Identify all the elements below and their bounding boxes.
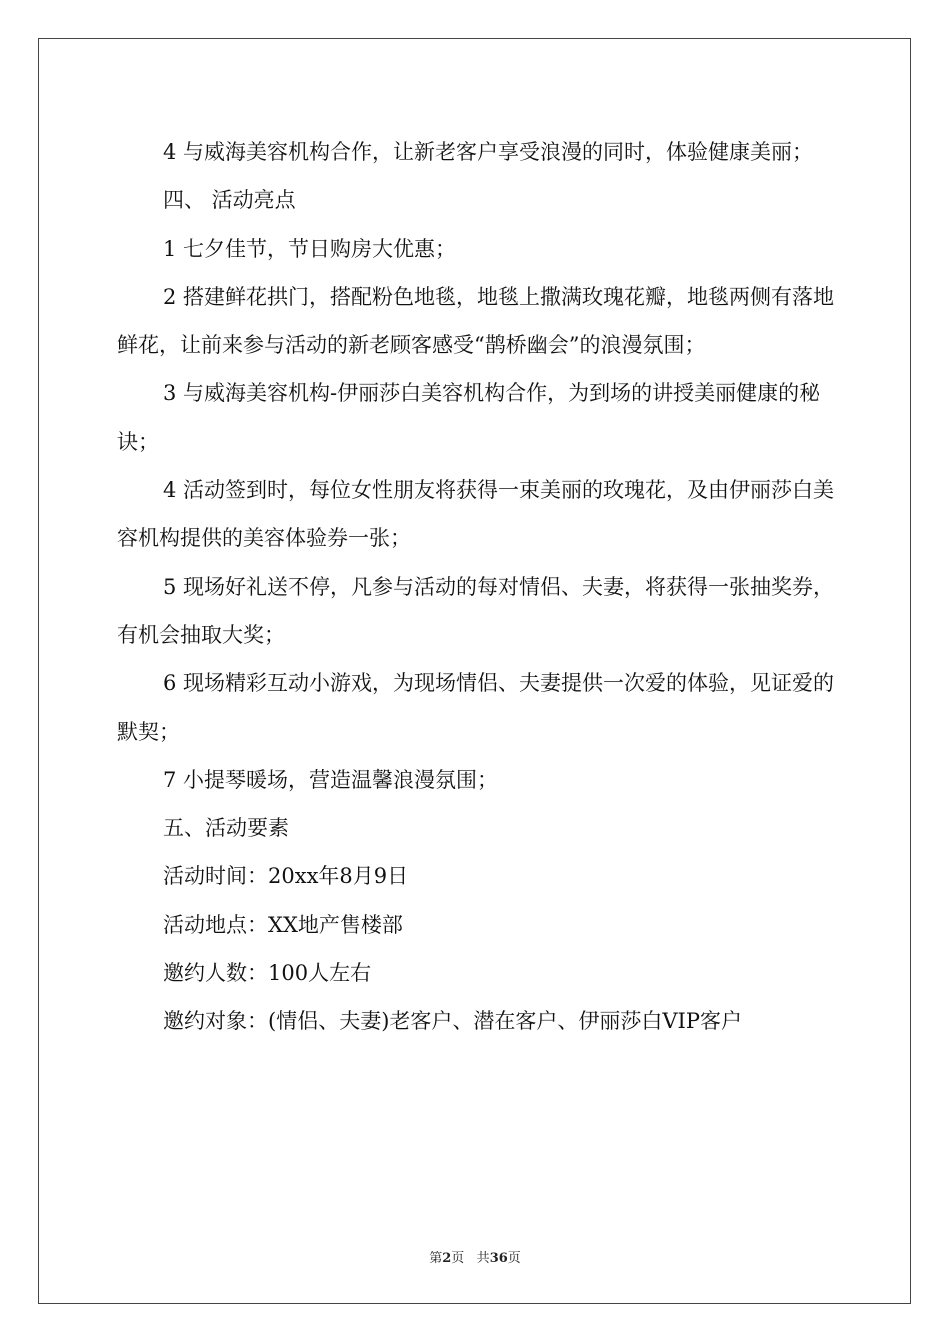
paragraph-highlight-5: 5 现场好礼送不停，凡参与活动的每对情侣、夫妻，将获得一张抽奖券，有机会抽取大奖； <box>117 574 835 647</box>
document-body <box>117 128 837 1046</box>
event-time: 活动时间：20xx年8月9日 <box>163 864 409 889</box>
invite-count: 邀约人数：100人左右 <box>163 961 372 986</box>
section-heading-4: 四、 活动亮点 <box>163 188 296 213</box>
footer-total-pages: 36 <box>489 1251 508 1266</box>
paragraph-highlight-1: 1 七夕佳节，节日购房大优惠； <box>163 236 457 261</box>
paragraph-1: 4 与威海美容机构合作，让新老客户享受浪漫的同时，体验健康美丽； <box>163 140 814 164</box>
footer-page-suffix: 页 <box>451 1251 465 1266</box>
paragraph-highlight-4: 4 活动签到时，每位女性朋友将获得一束美丽的玫瑰花，及由伊丽莎白美容机构提供的美容体验券一张； <box>117 478 835 551</box>
paragraph-highlight-3: 3 与威海美容机构-伊丽莎白美容机构合作，为到场的讲授美丽健康的秘诀； <box>117 381 821 454</box>
section-heading-5: 五、活动要素 <box>163 816 289 841</box>
paragraph-highlight-2: 2 搭建鲜花拱门，搭配粉色地毯，地毯上撒满玫瑰花瓣，地毯两侧有落地鲜花，让前来参与活动的新老顾客感受“鹊桥幽会”的浪漫氛围； <box>117 284 835 358</box>
page-footer <box>0 1247 950 1266</box>
footer-total-prefix: 共 <box>476 1251 490 1266</box>
paragraph-highlight-6: 6 现场精彩互动小游戏，为现场情侣、夫妻提供一次爱的体验，见证爱的默契； <box>117 671 835 744</box>
footer-total-suffix: 页 <box>507 1251 521 1266</box>
footer-page-number: 2 <box>442 1251 452 1266</box>
footer-page-prefix: 第 <box>429 1251 443 1266</box>
invite-targets: 邀约对象：(情侣、夫妻)老客户、潜在客户、伊丽莎白VIP客户 <box>163 1009 742 1034</box>
paragraph-highlight-7: 7 小提琴暖场，营造温馨浪漫氛围； <box>163 767 499 792</box>
event-location: 活动地点：XX地产售楼部 <box>163 912 403 937</box>
